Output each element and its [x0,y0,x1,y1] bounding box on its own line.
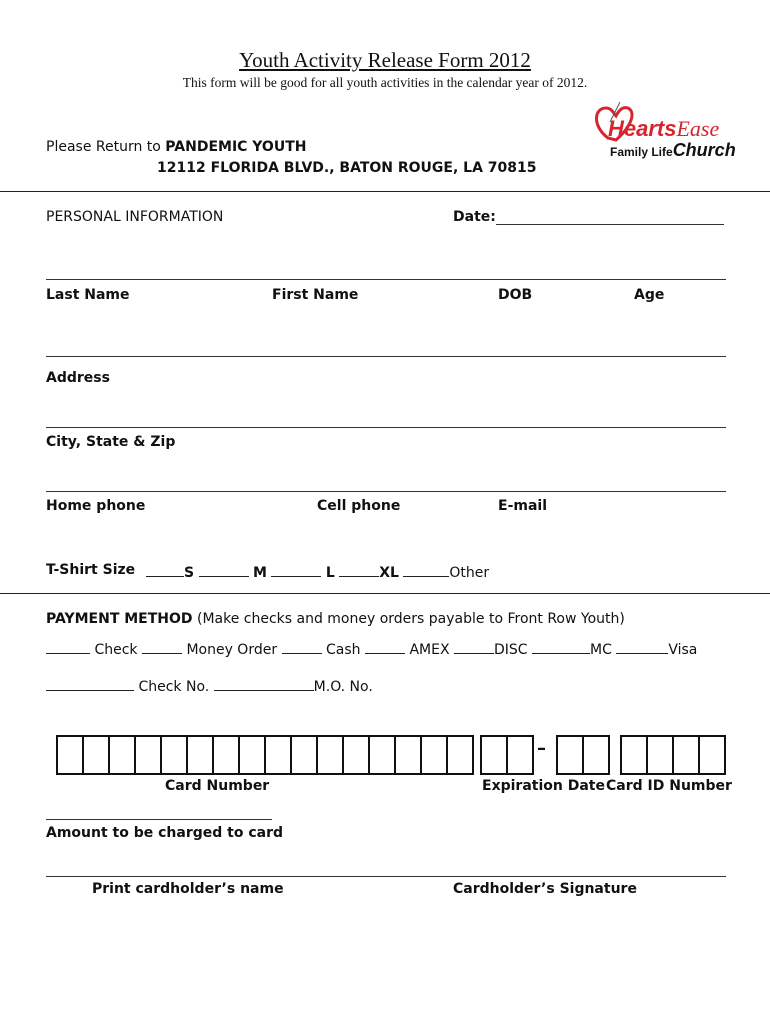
form-subtitle: This form will be good for all youth activities in the calendar year of 2012. [182,75,588,90]
card-digit-box[interactable] [290,735,318,775]
card-digit-box[interactable] [212,735,240,775]
return-to-line [46,139,306,155]
payment-note: (Make checks and money orders payable to Front Row Youth) [196,611,625,627]
exp-year-box[interactable] [556,735,584,775]
card-digit-box[interactable] [56,735,84,775]
logo-church: Church [672,140,736,160]
email-label: E-mail [498,498,548,514]
method-cash: Cash [326,642,361,658]
card-digit-box[interactable] [82,735,110,775]
size-m-blank[interactable] [199,562,249,577]
tshirt-size-label: T-Shirt Size [46,562,136,578]
card-digit-box[interactable] [446,735,474,775]
city-state-zip-label: City, State & Zip [46,434,176,450]
age-label: Age [634,287,665,303]
money-order-blank[interactable] [142,639,182,654]
address-label: Address [46,370,110,386]
exp-month-box[interactable] [506,735,534,775]
card-id-box[interactable] [672,735,700,775]
exp-year-box[interactable] [582,735,610,775]
disc-blank[interactable] [454,639,494,654]
exp-month-box[interactable] [480,735,508,775]
amount-input-line[interactable] [46,819,272,820]
expiration-date-label: Expiration Date [482,778,605,794]
logo-line2 [610,140,736,161]
logo-family-life: Family Life [610,145,673,159]
card-digit-box[interactable] [420,735,448,775]
logo-ease: Ease [676,116,720,141]
check-no-blank[interactable] [46,676,134,691]
card-digit-box[interactable] [134,735,162,775]
size-l-blank[interactable] [271,562,321,577]
size-other-blank[interactable] [403,562,449,577]
card-digit-box[interactable] [186,735,214,775]
signature-label: Cardholder’s Signature [453,881,637,897]
phone-input-line[interactable] [46,491,726,492]
expiration-dash: – [537,738,546,759]
form-title: Youth Activity Release Form 2012 [239,48,531,72]
size-other-label: Other [449,565,490,581]
first-name-label: First Name [272,287,359,303]
tshirt-size-options [146,562,489,581]
signature-input-line[interactable] [46,876,726,877]
expiration-month-boxes[interactable] [480,735,532,773]
church-logo [590,100,750,160]
logo-hearts: Hearts [608,116,677,141]
card-digit-box[interactable] [316,735,344,775]
card-number-boxes[interactable] [56,735,472,773]
method-disc: DISC [493,642,528,658]
method-visa: Visa [668,642,698,658]
size-m-label: M [253,565,267,581]
check-no-label: Check No. [138,679,210,695]
amex-blank[interactable] [365,639,405,654]
payment-heading-line [46,611,625,627]
cash-blank[interactable] [282,639,322,654]
card-digit-box[interactable] [368,735,396,775]
personal-section-label: PERSONAL INFORMATION [46,209,224,225]
mo-no-label: M.O. No. [313,679,373,695]
print-name-label: Print cardholder’s name [92,881,284,897]
card-digit-box[interactable] [238,735,266,775]
amount-label: Amount to be charged to card [46,825,284,841]
return-address: 12112 FLORIDA BLVD., BATON ROUGE, LA 70815 [157,160,537,176]
last-name-label: Last Name [46,287,130,303]
mo-no-blank[interactable] [214,676,314,691]
card-digit-box[interactable] [108,735,136,775]
size-s-blank[interactable] [146,562,184,577]
dob-label: DOB [498,287,533,303]
name-input-line[interactable] [46,279,726,280]
mc-blank[interactable] [532,639,590,654]
card-id-boxes[interactable] [620,735,724,773]
return-prefix: Please Return to [46,139,161,155]
home-phone-label: Home phone [46,498,146,514]
visa-blank[interactable] [616,639,668,654]
payment-methods-row [46,639,697,658]
date-input-line[interactable] [496,224,724,225]
return-org: PANDEMIC YOUTH [165,139,307,155]
card-digit-box[interactable] [394,735,422,775]
card-id-label: Card ID Number [606,778,732,794]
method-amex: AMEX [409,642,450,658]
expiration-year-boxes[interactable] [556,735,608,773]
card-digit-box[interactable] [160,735,188,775]
date-label: Date: [453,209,496,225]
card-id-box[interactable] [620,735,648,775]
size-l-label: L [325,565,335,581]
payment-heading: PAYMENT METHOD [46,611,193,627]
address-input-line[interactable] [46,356,726,357]
size-xl-blank[interactable] [339,562,379,577]
payment-divider [0,593,770,594]
card-number-label: Card Number [165,778,270,794]
cell-phone-label: Cell phone [317,498,401,514]
card-digit-box[interactable] [264,735,292,775]
method-mc: MC [590,642,612,658]
check-mo-row [46,676,373,695]
header-divider [0,191,770,192]
method-money-order: Money Order [186,642,278,658]
method-check: Check [94,642,138,658]
city-input-line[interactable] [46,427,726,428]
size-s-label: S [184,565,195,581]
card-digit-box[interactable] [342,735,370,775]
check-blank[interactable] [46,639,90,654]
card-id-box[interactable] [698,735,726,775]
logo-line1 [608,116,719,142]
size-xl-label: XL [379,565,399,581]
card-id-box[interactable] [646,735,674,775]
